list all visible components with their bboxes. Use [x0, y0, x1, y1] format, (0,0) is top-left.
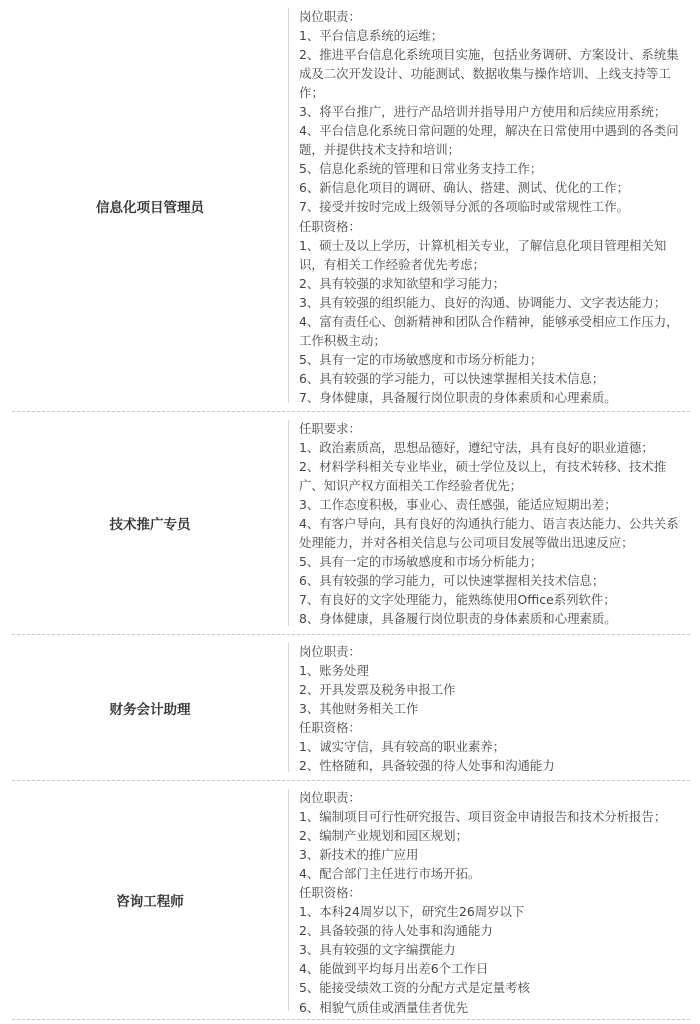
description-line: 3、工作态度积极，事业心、责任感强，能适应短期出差；	[299, 497, 617, 513]
job-description	[289, 781, 690, 1019]
description-line: 岗位职责：	[299, 790, 361, 805]
job-description	[289, 412, 690, 634]
job-description	[289, 0, 690, 411]
description-line: 3、其他财务相关工作	[299, 701, 419, 717]
description-line: 4、配合部门主任进行市场开拓。	[299, 866, 481, 882]
description-line: 4、有客户导向，具有良好的沟通执行能力、语言表达能力、公共关系处理能力，并对各相关信息与公司项目发展等做出迅速反应；	[299, 516, 679, 551]
job-title: 信息化项目管理员	[96, 199, 204, 216]
description-line: 任职资格：	[299, 218, 361, 234]
job-title: 技术推广专员	[109, 517, 191, 533]
description-line: 1、平台信息系统的运维；	[299, 28, 444, 44]
description-line: 7、身体健康，具备履行岗位职责的身体素质和心理素质。	[299, 389, 617, 405]
description-line: 4、富有责任心、创新精神和团队合作精神，能够承受相应工作压力，工作积极主动；	[299, 313, 679, 348]
description-line: 1、政治素质高，思想品德好，遵纪守法，具有良好的职业道德；	[299, 440, 654, 456]
description-line: 6、新信息化项目的调研、确认、搭建、测试、优化的工作；	[299, 180, 630, 196]
description-line: 5、能接受绩效工资的分配方式是定量考核	[299, 980, 530, 996]
description-line: 6、具有较强的学习能力，可以快速掌握相关技术信息；	[299, 573, 605, 589]
description-line: 3、新技术的推广应用	[299, 847, 419, 863]
description-line: 4、平台信息化系统日常问题的处理，解决在日常使用中遇到的各类问题，并提供技术支持和培训；	[299, 123, 679, 158]
job-title: 财务会计助理	[109, 701, 191, 718]
description-line: 2、具有较强的求知欲望和学习能力；	[299, 275, 506, 291]
description-line: 1、本科24周岁以下，研究生26周岁以下	[299, 904, 525, 920]
job-row	[12, 0, 690, 412]
description-line: 2、具备较强的待人处事和沟通能力	[299, 923, 493, 939]
description-line: 3、具有较强的组织能力、良好的沟通、协调能力、文字表达能力；	[299, 294, 667, 310]
job-row	[12, 635, 690, 781]
description-line: 4、能做到平均每月出差6个工作日	[299, 961, 489, 977]
description-line: 7、有良好的文字处理能力，能熟练使用Office系列软件；	[299, 592, 616, 608]
description-line: 5、信息化系统的管理和日常业务支持工作；	[299, 161, 543, 177]
description-line: 5、具有一定的市场敏感度和市场分析能力；	[299, 351, 543, 367]
description-line: 2、推进平台信息化系统项目实施，包括业务调研、方案设计、系统集成及二次开发设计、功能测试、数据收集与操作培训、上线支持等工作；	[299, 47, 679, 101]
description-line: 1、诚实守信，具有较高的职业素养；	[299, 739, 506, 755]
job-title-cell	[12, 412, 288, 634]
description-line: 2、材料学科相关专业毕业，硕士学位及以上，有技术转移、技术推广、知识产权方面相关工作经验者优先；	[299, 459, 667, 494]
description-line: 任职要求：	[299, 421, 361, 436]
description-line: 2、开具发票及税务申报工作	[299, 682, 456, 698]
description-line: 3、具有较强的文字编撰能力	[299, 942, 456, 958]
description-line: 6、具有较强的学习能力，可以快速掌握相关技术信息；	[299, 370, 605, 386]
description-line: 任职资格：	[299, 720, 361, 736]
description-line: 岗位职责：	[299, 644, 361, 659]
job-title: 咨询工程师	[116, 894, 184, 910]
job-description	[289, 635, 690, 780]
description-line: 1、账务处理	[299, 663, 369, 679]
description-line: 2、性格随和，具备较强的待人处事和沟通能力	[299, 758, 555, 774]
job-row	[12, 412, 690, 635]
job-table	[12, 0, 690, 1020]
description-line: 5、具有一定的市场敏感度和市场分析能力；	[299, 554, 543, 570]
job-title-cell	[12, 781, 288, 1019]
description-line: 1、硕士及以上学历，计算机相关专业，了解信息化项目管理相关知识，有相关工作经验者优先考虑；	[299, 237, 667, 272]
description-line: 1、编制项目可行性研究报告、项目资金申请报告和技术分析报告；	[299, 809, 667, 825]
description-line: 7、接受并按时完成上级领导分派的各项临时或常规性工作。	[299, 199, 630, 215]
description-line: 3、将平台推广，进行产品培训并指导用户方使用和后续应用系统；	[299, 104, 667, 120]
job-title-cell	[12, 635, 288, 780]
description-line: 6、相貌气质佳或酒量佳者优先	[299, 999, 468, 1015]
description-line: 8、身体健康，具备履行岗位职责的身体素质和心理素质。	[299, 611, 617, 627]
description-line: 岗位职责：	[299, 9, 361, 24]
description-line: 任职资格：	[299, 885, 361, 901]
job-title-cell	[12, 0, 288, 411]
job-row	[12, 781, 690, 1020]
description-line: 2、编制产业规划和园区规划；	[299, 828, 468, 844]
